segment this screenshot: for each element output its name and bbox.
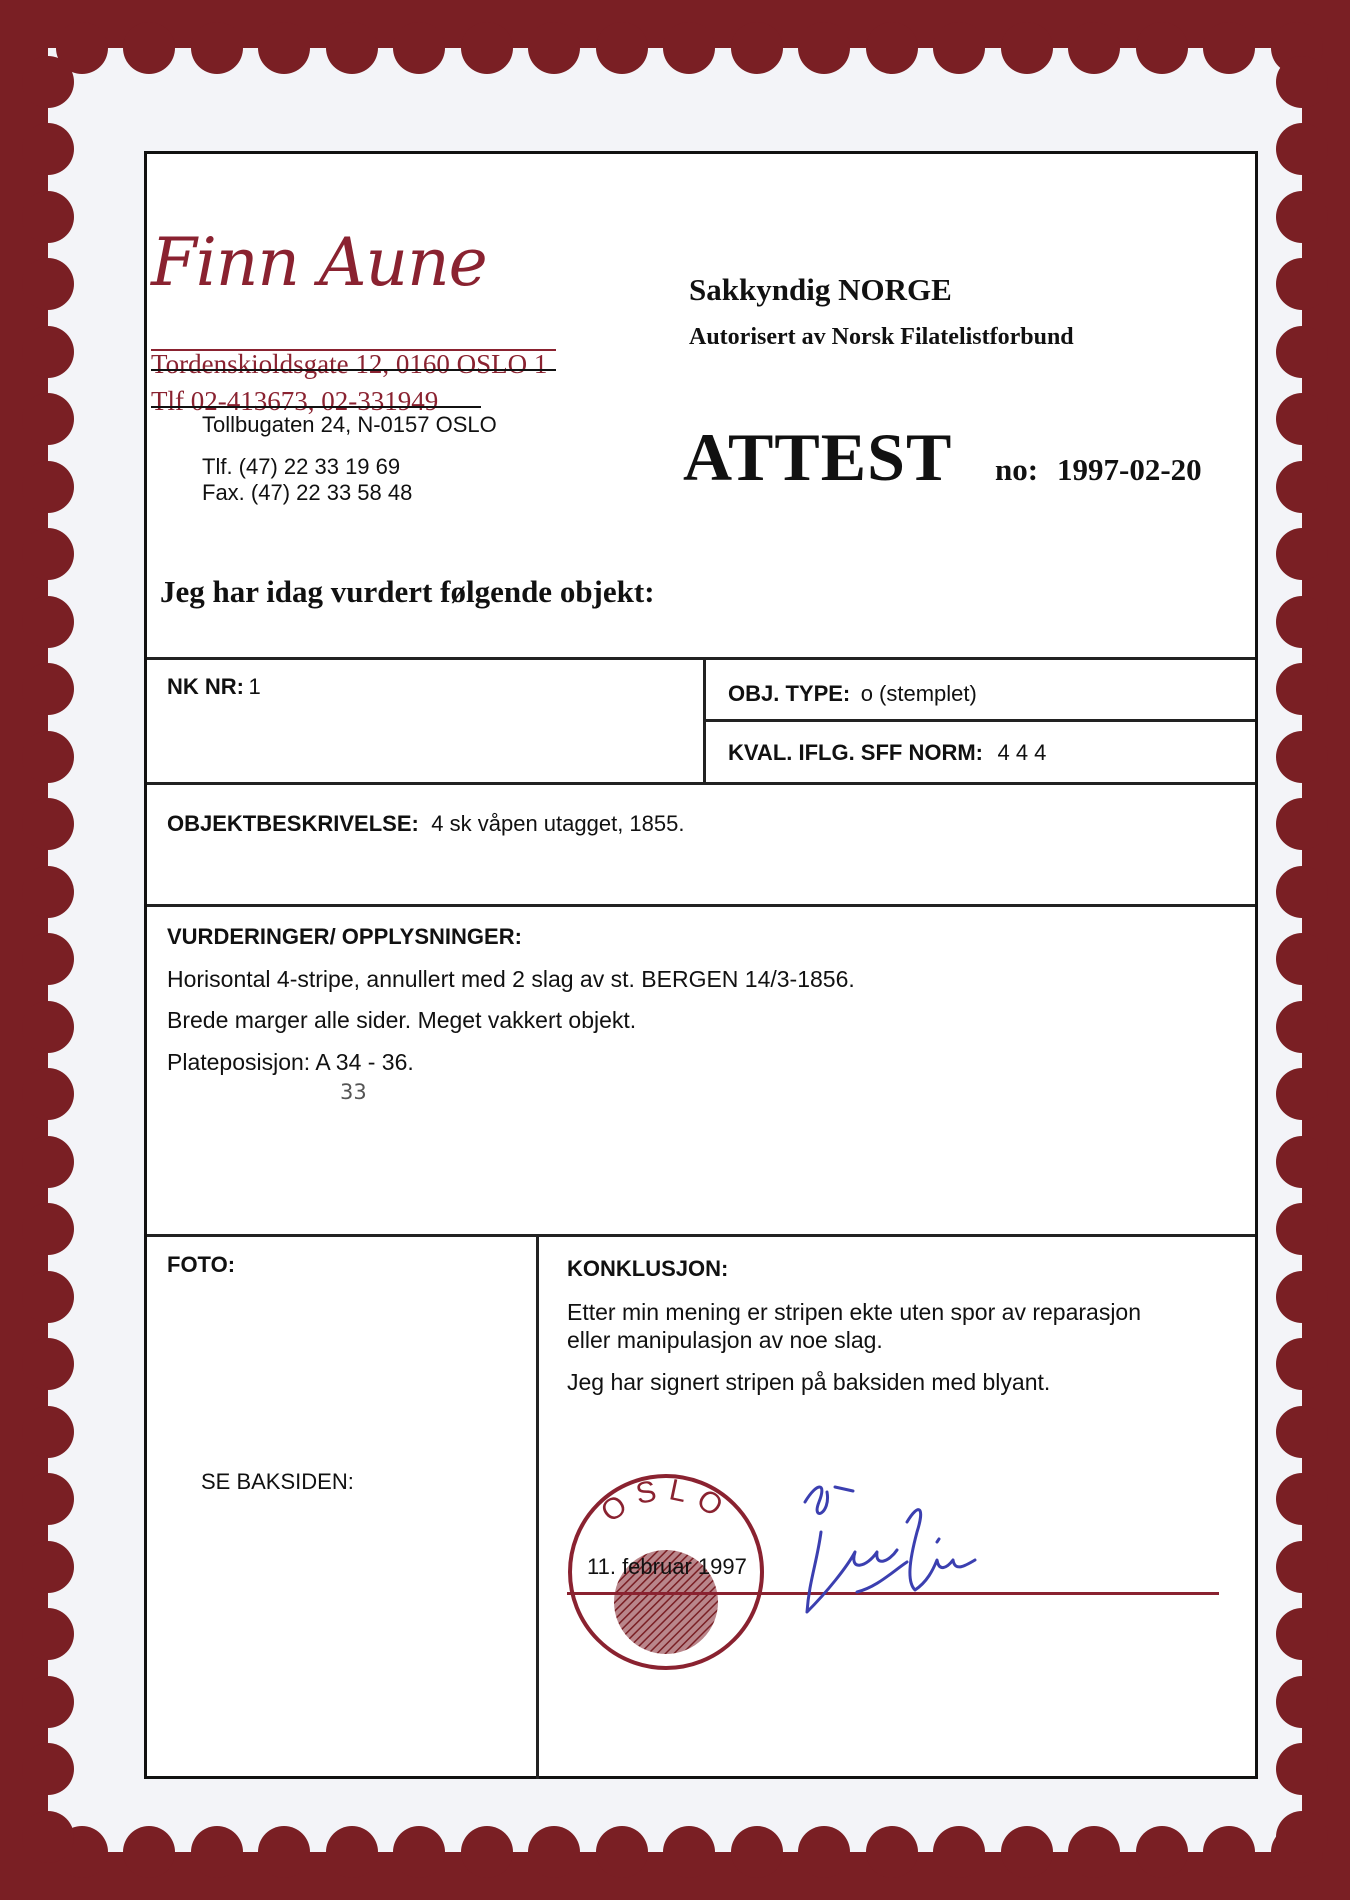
perforation-hole — [1068, 1826, 1120, 1878]
stamp-city: OSLO — [595, 1472, 737, 1530]
perforation-hole — [663, 1826, 715, 1878]
perforation-hole — [461, 22, 513, 74]
conclusion-line: Jeg har signert stripen på baksiden med blyant. — [567, 1369, 1051, 1395]
perforation-hole — [1276, 191, 1328, 243]
perforation-hole — [731, 1826, 783, 1878]
divider — [147, 657, 1255, 660]
perforation-hole — [22, 1541, 74, 1593]
perforation-hole — [1276, 258, 1328, 310]
attest-number: 1997-02-20 — [1057, 452, 1202, 487]
perforation-hole — [731, 22, 783, 74]
perforation-hole — [1276, 596, 1328, 648]
old-phone-strikethrough — [151, 406, 481, 408]
perforation-hole — [22, 528, 74, 580]
perforation-hole — [22, 1068, 74, 1120]
perforation-hole — [866, 22, 918, 74]
perforation-hole — [1276, 56, 1328, 108]
perforation-hole — [528, 1826, 580, 1878]
perforation-hole — [1276, 326, 1328, 378]
perforation-hole — [596, 22, 648, 74]
perforation-hole — [1001, 22, 1053, 74]
perforation-hole — [123, 1826, 175, 1878]
divider — [536, 1234, 539, 1779]
perforation-hole — [663, 22, 715, 74]
nk-number-label: NK NR: — [167, 674, 244, 699]
svg-text:OSLO — [595, 1473, 737, 1529]
perforation-hole — [1276, 1676, 1328, 1728]
perforation-hole — [22, 258, 74, 310]
certificate-document — [144, 151, 1258, 1779]
perforation-hole — [326, 22, 378, 74]
divider — [147, 1234, 1255, 1237]
perforation-hole — [1203, 1826, 1255, 1878]
perforation-hole — [461, 1826, 513, 1878]
divider — [703, 719, 1255, 722]
divider — [147, 782, 1255, 785]
perforation-hole — [1276, 461, 1328, 513]
perforation-hole — [22, 1203, 74, 1255]
perforation-hole — [1068, 22, 1120, 74]
perforation-hole — [933, 1826, 985, 1878]
nk-number-value: 1 — [248, 674, 261, 699]
object-type-field — [728, 681, 977, 707]
perforation-hole — [1276, 731, 1328, 783]
handwritten-signature — [797, 1472, 1007, 1622]
perforation-hole — [326, 1826, 378, 1878]
perforation-hole — [1136, 1826, 1188, 1878]
perforation-hole — [528, 22, 580, 74]
handwritten-correction: 33 — [340, 1080, 367, 1104]
perforation-hole — [1001, 1826, 1053, 1878]
perforation-hole — [258, 1826, 310, 1878]
perforation-hole — [1276, 1743, 1328, 1795]
perforation-hole — [1276, 393, 1328, 445]
intro-text: Jeg har idag vurdert følgende objekt: — [160, 574, 655, 609]
perforation-hole — [22, 1271, 74, 1323]
perforation-hole — [22, 1811, 74, 1863]
perforation-hole — [596, 1826, 648, 1878]
conclusion-label: KONKLUSJON: — [567, 1256, 729, 1281]
perforation-hole — [1276, 1001, 1328, 1053]
perforation-hole — [798, 1826, 850, 1878]
perforation-hole — [393, 1826, 445, 1878]
perforation-hole — [22, 123, 74, 175]
conclusion-line: eller manipulasjon av noe slag. — [567, 1327, 883, 1353]
perforation-hole — [191, 1826, 243, 1878]
attest-heading: ATTEST — [683, 419, 953, 495]
divider — [147, 904, 1255, 907]
old-phone: Tlf 02-413673, 02-331949 — [151, 386, 439, 416]
perforation-hole — [1276, 1271, 1328, 1323]
perforation-hole — [22, 393, 74, 445]
perforation-hole — [1276, 1541, 1328, 1593]
perforation-hole — [22, 1608, 74, 1660]
perforation-hole — [22, 1136, 74, 1188]
perforation-hole — [1276, 1608, 1328, 1660]
photo-note: SE BAKSIDEN: — [201, 1469, 354, 1494]
conclusion-line: Etter min mening er stripen ekte uten spor av reparasjon — [567, 1299, 1142, 1325]
perforation-hole — [123, 22, 175, 74]
perforation-hole — [22, 1473, 74, 1525]
perforation-hole — [1276, 528, 1328, 580]
perforation-hole — [1276, 933, 1328, 985]
perforation-hole — [393, 22, 445, 74]
perforation-hole — [22, 933, 74, 985]
perforation-hole — [1136, 22, 1188, 74]
perforation-hole — [866, 1826, 918, 1878]
perforation-hole — [22, 1338, 74, 1390]
perforation-hole — [22, 191, 74, 243]
stamp-date: 11. februar 1997 — [587, 1554, 747, 1579]
perforation-hole — [22, 1406, 74, 1458]
company-logo: Finn Aune — [151, 224, 487, 301]
perforation-hole — [22, 1676, 74, 1728]
perforation-hole — [933, 22, 985, 74]
perforation-hole — [22, 798, 74, 850]
object-description-label: OBJEKTBESKRIVELSE: — [167, 811, 419, 836]
certificate-title: Sakkyndig NORGE — [689, 272, 952, 307]
perforation-hole — [22, 326, 74, 378]
object-description-value: 4 sk våpen utagget, 1855. — [431, 811, 685, 836]
phone: Tlf. (47) 22 33 19 69 — [202, 454, 401, 479]
perforation-hole — [22, 461, 74, 513]
perforation-hole — [1203, 22, 1255, 74]
perforation-hole — [22, 663, 74, 715]
perforation-hole — [22, 1743, 74, 1795]
perforation-hole — [22, 731, 74, 783]
perforation-hole — [191, 22, 243, 74]
attest-number-label: no: — [995, 452, 1039, 487]
photo-label: FOTO: — [167, 1252, 236, 1277]
object-type-label: OBJ. TYPE: — [728, 681, 851, 706]
perforation-hole — [1276, 1406, 1328, 1458]
nk-number-field — [167, 674, 261, 700]
perforation-hole — [1276, 866, 1328, 918]
perforation-hole — [22, 596, 74, 648]
quality-field — [728, 740, 1046, 766]
perforation-hole — [1276, 663, 1328, 715]
assessment-line: Horisontal 4-stripe, annullert med 2 slag av st. BERGEN 14/3-1856. — [167, 966, 855, 992]
perforation-hole — [22, 866, 74, 918]
quality-value: 4 4 4 — [997, 740, 1047, 765]
quality-label: KVAL. IFLG. SFF NORM: — [728, 740, 984, 765]
authorization-line: Autorisert av Norsk Filatelistforbund — [689, 324, 1074, 350]
perforation-hole — [1276, 1338, 1328, 1390]
perforation-hole — [1276, 1136, 1328, 1188]
assessment-label: VURDERINGER/ OPPLYSNINGER: — [167, 924, 522, 949]
assessment-line: Plateposisjon: A 34 - 36. — [167, 1049, 414, 1075]
perforation-hole — [1276, 1473, 1328, 1525]
object-type-value: o (stemplet) — [860, 681, 977, 706]
address: Tollbugaten 24, N-0157 OSLO — [202, 412, 497, 437]
perforation-hole — [1276, 1811, 1328, 1863]
object-description-field — [167, 811, 684, 837]
perforation-hole — [22, 1001, 74, 1053]
old-address-strikethrough — [151, 369, 556, 371]
perforation-hole — [1276, 123, 1328, 175]
perforation-hole — [1276, 1068, 1328, 1120]
perforation-hole — [1276, 1203, 1328, 1255]
perforation-hole — [22, 56, 74, 108]
fax: Fax. (47) 22 33 58 48 — [202, 480, 413, 505]
perforation-hole — [258, 22, 310, 74]
assessment-line: Brede marger alle sider. Meget vakkert objekt. — [167, 1007, 637, 1033]
perforation-hole — [798, 22, 850, 74]
perforation-hole — [1276, 798, 1328, 850]
old-address: Tordenskioldsgate 12, 0160 OSLO 1 — [151, 349, 548, 379]
